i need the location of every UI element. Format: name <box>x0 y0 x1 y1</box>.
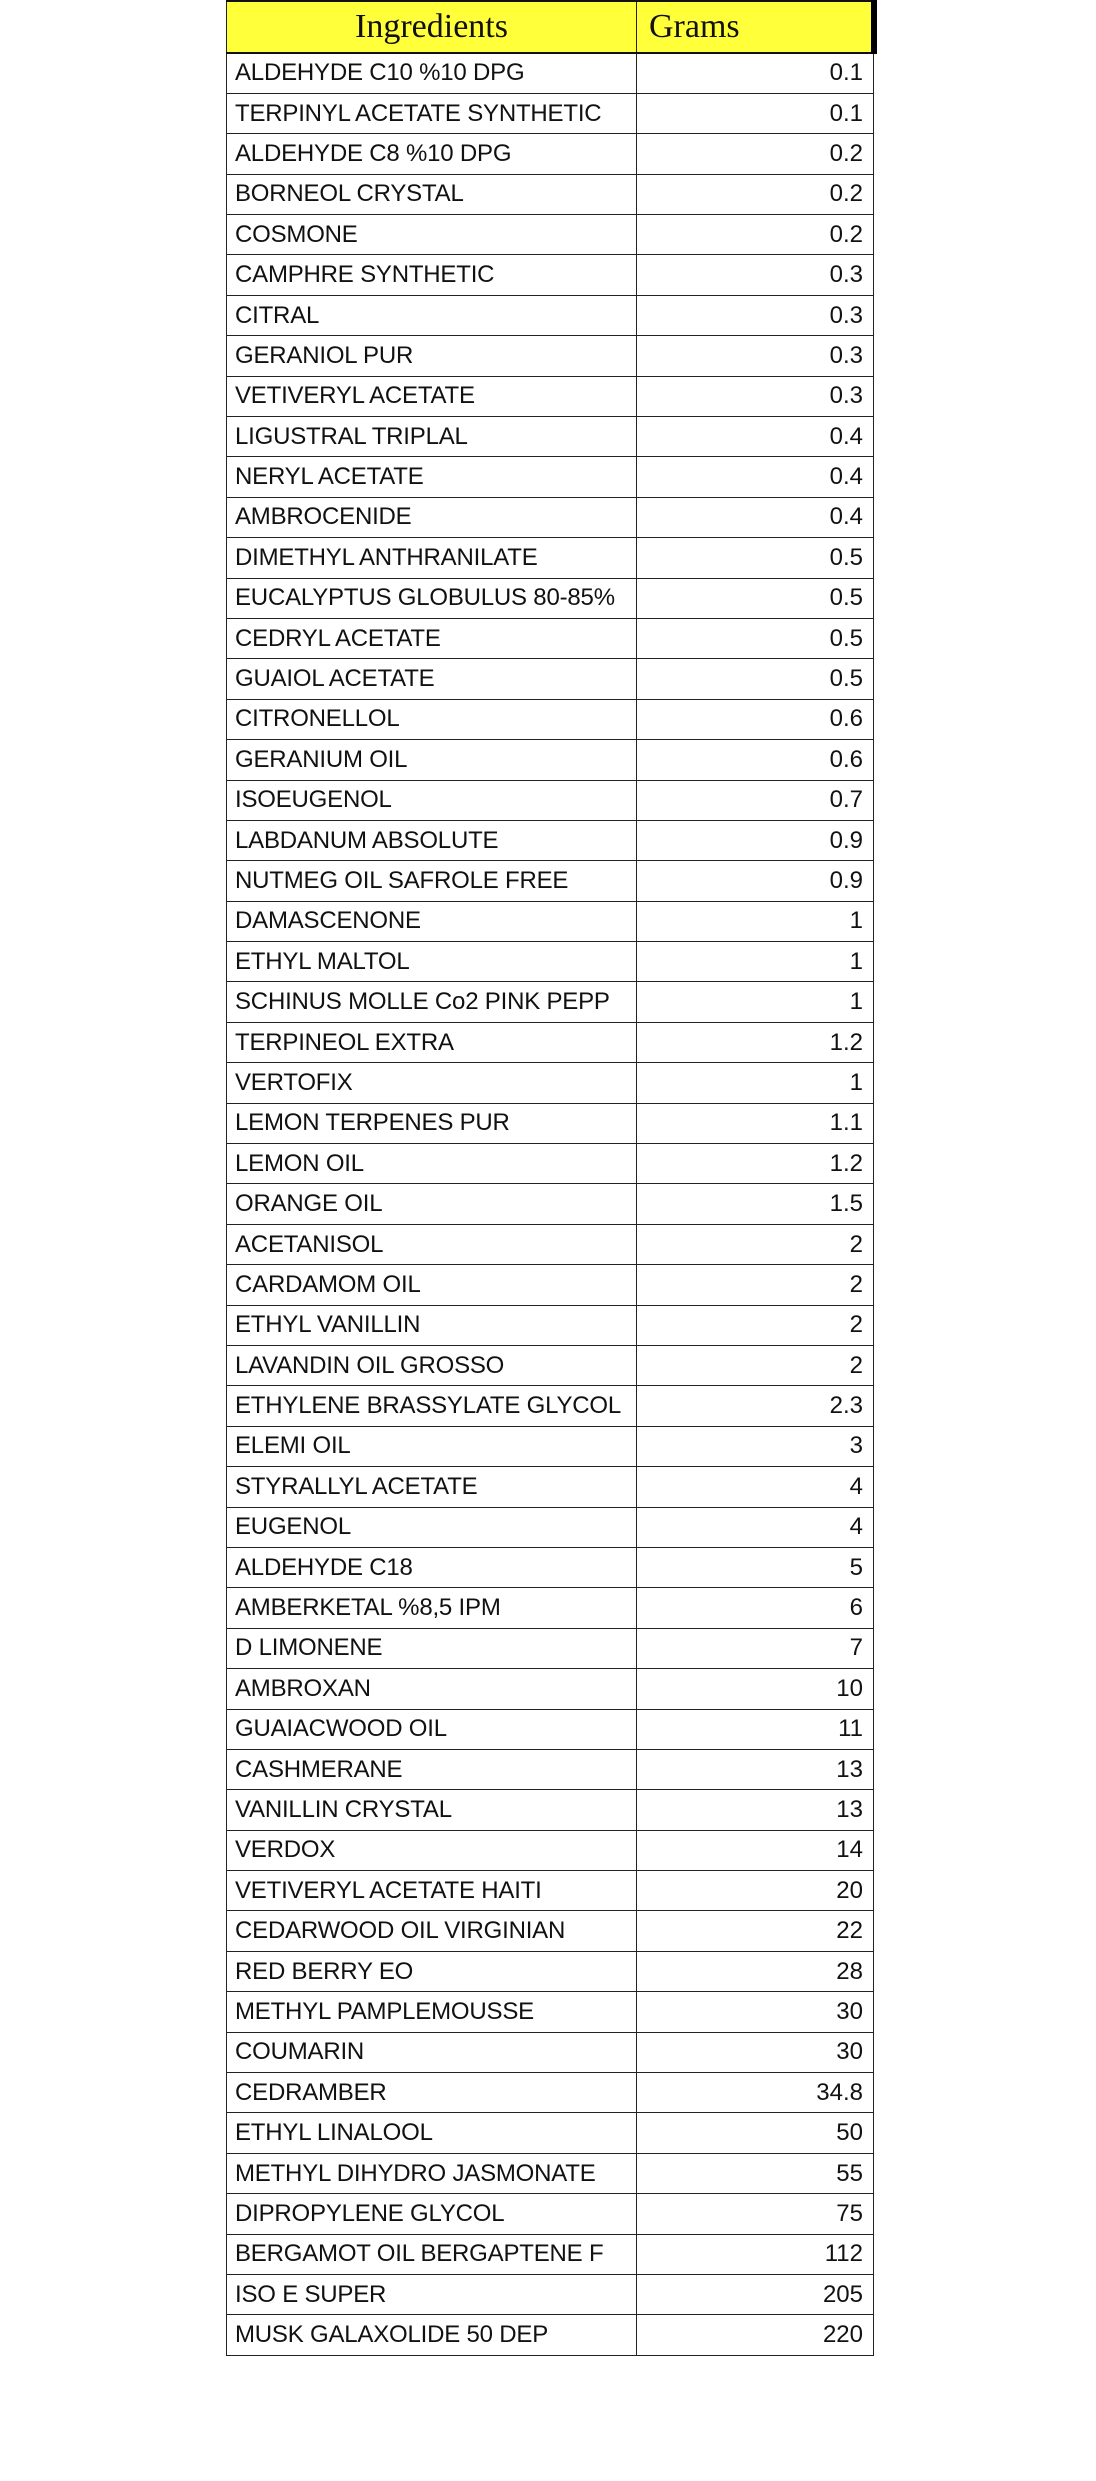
grams-value-cell: 55 <box>637 2153 874 2193</box>
table-row <box>227 2315 874 2355</box>
table-row <box>227 538 874 578</box>
grams-value-cell: 205 <box>637 2274 874 2314</box>
grams-value-cell: 0.5 <box>637 618 874 658</box>
table-row <box>227 1547 874 1587</box>
table-row <box>227 1507 874 1547</box>
table-row <box>227 2153 874 2193</box>
ingredient-name-cell: LABDANUM ABSOLUTE <box>227 820 637 860</box>
grams-value-cell: 0.3 <box>637 376 874 416</box>
ingredient-name-cell: CEDRAMBER <box>227 2073 637 2113</box>
table-row <box>227 740 874 780</box>
table-row <box>227 134 874 174</box>
grams-value-cell: 30 <box>637 1992 874 2032</box>
table-row <box>227 1305 874 1345</box>
table-row <box>227 497 874 537</box>
table-row <box>227 1628 874 1668</box>
ingredient-name-cell: CEDRYL ACETATE <box>227 618 637 658</box>
table-row <box>227 1911 874 1951</box>
grams-value-cell: 112 <box>637 2234 874 2274</box>
grams-value-cell: 0.7 <box>637 780 874 820</box>
grams-value-cell: 0.3 <box>637 336 874 376</box>
table-row <box>227 780 874 820</box>
ingredient-name-cell: RED BERRY EO <box>227 1951 637 1991</box>
ingredient-name-cell: VERTOFIX <box>227 1063 637 1103</box>
table-row <box>227 53 874 93</box>
ingredient-name-cell: TERPINEOL EXTRA <box>227 1022 637 1062</box>
table-row <box>227 618 874 658</box>
grams-value-cell: 1.1 <box>637 1103 874 1143</box>
grams-value-cell: 2 <box>637 1346 874 1386</box>
grams-value-cell: 0.2 <box>637 134 874 174</box>
ingredient-name-cell: COSMONE <box>227 215 637 255</box>
ingredient-name-cell: COUMARIN <box>227 2032 637 2072</box>
grams-value-cell: 0.9 <box>637 861 874 901</box>
ingredient-name-cell: ORANGE OIL <box>227 1184 637 1224</box>
ingredient-name-cell: DIMETHYL ANTHRANILATE <box>227 538 637 578</box>
ingredient-name-cell: ACETANISOL <box>227 1224 637 1264</box>
grams-value-cell: 5 <box>637 1547 874 1587</box>
grams-value-cell: 0.1 <box>637 53 874 93</box>
ingredient-name-cell: STYRALLYL ACETATE <box>227 1467 637 1507</box>
ingredient-name-cell: AMBROCENIDE <box>227 497 637 537</box>
table-row <box>227 578 874 618</box>
ingredient-name-cell: LIGUSTRAL TRIPLAL <box>227 417 637 457</box>
table-row <box>227 659 874 699</box>
ingredient-name-cell: ALDEHYDE C18 <box>227 1547 637 1587</box>
grams-value-cell: 1.2 <box>637 1144 874 1184</box>
table-row <box>227 1588 874 1628</box>
table-row <box>227 376 874 416</box>
grams-value-cell: 50 <box>637 2113 874 2153</box>
ingredient-name-cell: BERGAMOT OIL BERGAPTENE F <box>227 2234 637 2274</box>
ingredient-name-cell: CEDARWOOD OIL VIRGINIAN <box>227 1911 637 1951</box>
ingredients-table <box>226 0 877 2356</box>
grams-value-cell: 1.2 <box>637 1022 874 1062</box>
ingredient-name-cell: METHYL DIHYDRO JASMONATE <box>227 2153 637 2193</box>
ingredient-name-cell: ALDEHYDE C10 %10 DPG <box>227 53 637 93</box>
ingredient-name-cell: SCHINUS MOLLE Co2 PINK PEPP <box>227 982 637 1022</box>
ingredient-name-cell: BORNEOL CRYSTAL <box>227 174 637 214</box>
table-row <box>227 1426 874 1466</box>
ingredient-name-cell: CITRAL <box>227 295 637 335</box>
grams-value-cell: 1 <box>637 942 874 982</box>
grams-value-cell: 75 <box>637 2194 874 2234</box>
table-row <box>227 1830 874 1870</box>
grams-value-cell: 2.3 <box>637 1386 874 1426</box>
table-row <box>227 2073 874 2113</box>
grams-value-cell: 0.6 <box>637 699 874 739</box>
table-row <box>227 1467 874 1507</box>
grams-value-cell: 0.4 <box>637 497 874 537</box>
grams-value-cell: 2 <box>637 1305 874 1345</box>
ingredient-name-cell: LEMON TERPENES PUR <box>227 1103 637 1143</box>
grams-value-cell: 220 <box>637 2315 874 2355</box>
table-row <box>227 255 874 295</box>
ingredient-name-cell: GERANIUM OIL <box>227 740 637 780</box>
grams-value-cell: 4 <box>637 1507 874 1547</box>
table-row <box>227 2113 874 2153</box>
grams-value-cell: 0.4 <box>637 457 874 497</box>
ingredients-column-header: Ingredients <box>227 1 637 53</box>
ingredient-name-cell: TERPINYL ACETATE SYNTHETIC <box>227 93 637 133</box>
table-body <box>227 53 874 2355</box>
grams-value-cell: 0.9 <box>637 820 874 860</box>
grams-value-cell: 13 <box>637 1790 874 1830</box>
grams-value-cell: 1.5 <box>637 1184 874 1224</box>
table-row <box>227 1749 874 1789</box>
ingredient-name-cell: ETHYL LINALOOL <box>227 2113 637 2153</box>
ingredient-name-cell: DAMASCENONE <box>227 901 637 941</box>
table-row <box>227 942 874 982</box>
grams-value-cell: 0.1 <box>637 93 874 133</box>
table-row <box>227 336 874 376</box>
ingredient-name-cell: CARDAMOM OIL <box>227 1265 637 1305</box>
ingredient-name-cell: GERANIOL PUR <box>227 336 637 376</box>
table-row <box>227 1346 874 1386</box>
grams-value-cell: 0.6 <box>637 740 874 780</box>
grams-value-cell: 2 <box>637 1224 874 1264</box>
table-row <box>227 1022 874 1062</box>
table-row <box>227 820 874 860</box>
table-row <box>227 699 874 739</box>
table-row <box>227 1951 874 1991</box>
table-row <box>227 2194 874 2234</box>
table-row <box>227 1224 874 1264</box>
ingredient-name-cell: VERDOX <box>227 1830 637 1870</box>
grams-value-cell: 20 <box>637 1871 874 1911</box>
grams-value-cell: 34.8 <box>637 2073 874 2113</box>
ingredient-name-cell: ALDEHYDE C8 %10 DPG <box>227 134 637 174</box>
ingredient-name-cell: EUGENOL <box>227 1507 637 1547</box>
table-row <box>227 295 874 335</box>
table-row <box>227 174 874 214</box>
ingredient-name-cell: ETHYLENE BRASSYLATE GLYCOL <box>227 1386 637 1426</box>
grams-value-cell: 14 <box>637 1830 874 1870</box>
grams-value-cell: 11 <box>637 1709 874 1749</box>
grams-value-cell: 0.2 <box>637 174 874 214</box>
grams-value-cell: 6 <box>637 1588 874 1628</box>
grams-value-cell: 0.2 <box>637 215 874 255</box>
ingredient-name-cell: GUAIACWOOD OIL <box>227 1709 637 1749</box>
grams-value-cell: 0.4 <box>637 417 874 457</box>
grams-value-cell: 30 <box>637 2032 874 2072</box>
grams-value-cell: 0.5 <box>637 538 874 578</box>
header-row <box>227 1 874 53</box>
ingredient-name-cell: MUSK GALAXOLIDE 50 DEP <box>227 2315 637 2355</box>
grams-value-cell: 1 <box>637 982 874 1022</box>
grams-value-cell: 2 <box>637 1265 874 1305</box>
grams-value-cell: 0.3 <box>637 295 874 335</box>
ingredient-name-cell: VANILLIN CRYSTAL <box>227 1790 637 1830</box>
table-row <box>227 1790 874 1830</box>
table-row <box>227 861 874 901</box>
table-row <box>227 1063 874 1103</box>
table-row <box>227 1184 874 1224</box>
grams-value-cell: 1 <box>637 901 874 941</box>
ingredient-name-cell: VETIVERYL ACETATE <box>227 376 637 416</box>
table-row <box>227 457 874 497</box>
ingredient-name-cell: LAVANDIN OIL GROSSO <box>227 1346 637 1386</box>
grams-value-cell: 28 <box>637 1951 874 1991</box>
ingredient-name-cell: NUTMEG OIL SAFROLE FREE <box>227 861 637 901</box>
ingredient-name-cell: GUAIOL ACETATE <box>227 659 637 699</box>
ingredient-name-cell: AMBERKETAL %8,5 IPM <box>227 1588 637 1628</box>
grams-value-cell: 0.3 <box>637 255 874 295</box>
grams-value-cell: 7 <box>637 1628 874 1668</box>
ingredient-name-cell: METHYL PAMPLEMOUSSE <box>227 1992 637 2032</box>
ingredient-name-cell: ETHYL MALTOL <box>227 942 637 982</box>
grams-value-cell: 10 <box>637 1669 874 1709</box>
table-row <box>227 1709 874 1749</box>
table-row <box>227 2234 874 2274</box>
ingredient-name-cell: AMBROXAN <box>227 1669 637 1709</box>
table-row <box>227 1144 874 1184</box>
table-row <box>227 1669 874 1709</box>
grams-value-cell: 1 <box>637 1063 874 1103</box>
table-row <box>227 93 874 133</box>
table-row <box>227 2032 874 2072</box>
grams-value-cell: 13 <box>637 1749 874 1789</box>
grams-value-cell: 3 <box>637 1426 874 1466</box>
ingredient-name-cell: ELEMI OIL <box>227 1426 637 1466</box>
table-row <box>227 982 874 1022</box>
ingredient-name-cell: NERYL ACETATE <box>227 457 637 497</box>
ingredient-name-cell: DIPROPYLENE GLYCOL <box>227 2194 637 2234</box>
table-row <box>227 1871 874 1911</box>
ingredient-name-cell: CASHMERANE <box>227 1749 637 1789</box>
table-row <box>227 1386 874 1426</box>
table-row <box>227 215 874 255</box>
ingredient-name-cell: ISO E SUPER <box>227 2274 637 2314</box>
ingredient-name-cell: ETHYL VANILLIN <box>227 1305 637 1345</box>
grams-value-cell: 22 <box>637 1911 874 1951</box>
grams-value-cell: 4 <box>637 1467 874 1507</box>
ingredient-name-cell: D LIMONENE <box>227 1628 637 1668</box>
table-row <box>227 1265 874 1305</box>
ingredient-name-cell: EUCALYPTUS GLOBULUS 80-85% <box>227 578 637 618</box>
ingredient-name-cell: CAMPHRE SYNTHETIC <box>227 255 637 295</box>
table-row <box>227 1992 874 2032</box>
ingredient-name-cell: ISOEUGENOL <box>227 780 637 820</box>
ingredient-name-cell: LEMON OIL <box>227 1144 637 1184</box>
table-row <box>227 1103 874 1143</box>
grams-value-cell: 0.5 <box>637 578 874 618</box>
ingredient-name-cell: CITRONELLOL <box>227 699 637 739</box>
grams-value-cell: 0.5 <box>637 659 874 699</box>
ingredient-name-cell: VETIVERYL ACETATE HAITI <box>227 1871 637 1911</box>
grams-column-header: Grams <box>637 1 874 53</box>
table-row <box>227 2274 874 2314</box>
table-row <box>227 901 874 941</box>
table-row <box>227 417 874 457</box>
